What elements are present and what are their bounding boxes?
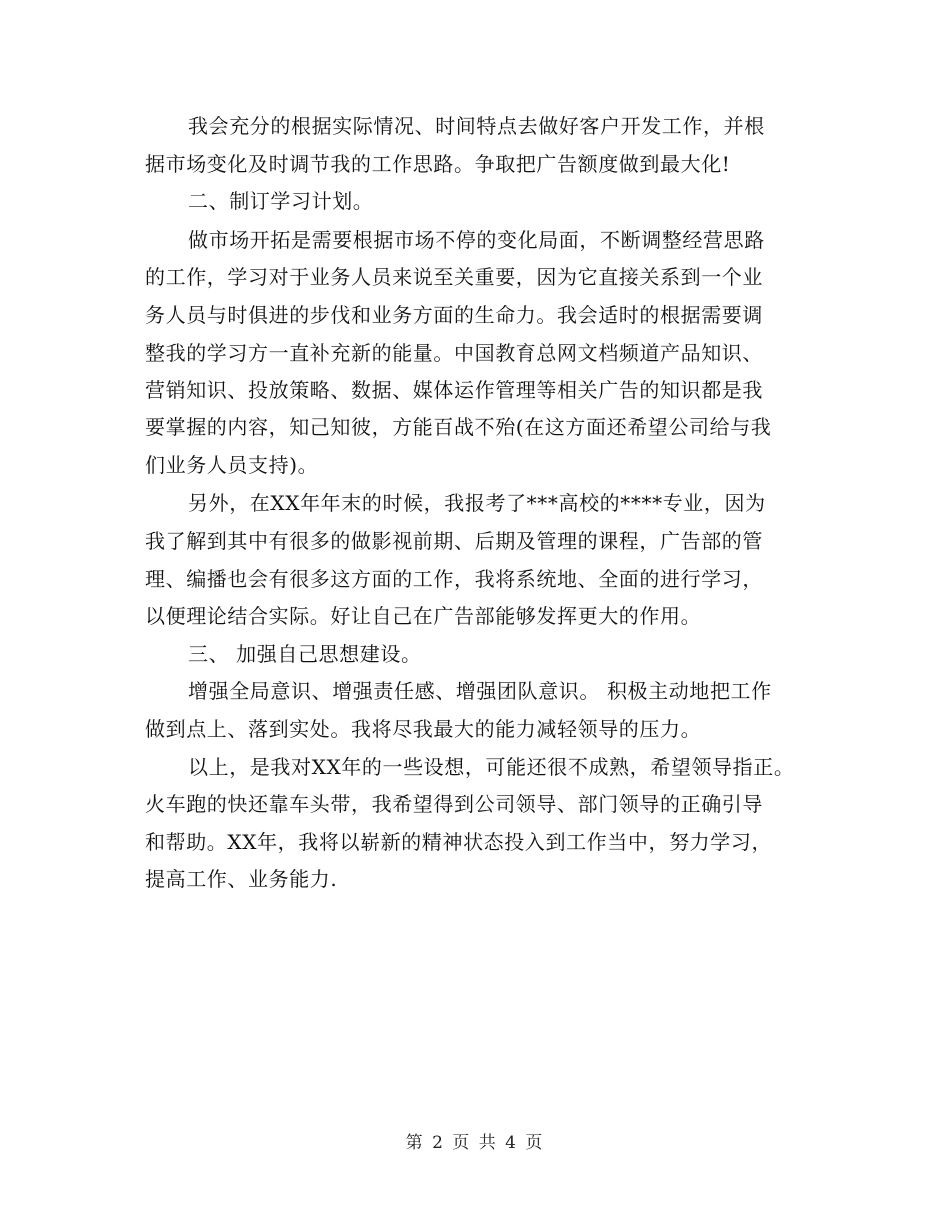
- paragraph-line: 营销知识、投放策略、数据、媒体运作管理等相关广告的知识都是我: [145, 378, 763, 402]
- paragraph-line: 我了解到其中有很多的做影视前期、后期及管理的课程，广告部的管: [145, 529, 763, 553]
- paragraph-line: 要掌握的内容，知己知彼，方能百战不殆(在这方面还希望公司给与我: [145, 415, 772, 439]
- paragraph-line: 们业务人员支持)。: [145, 453, 319, 477]
- paragraph-line: 据市场变化及时调节我的工作思路。争取把广告额度做到最大化!: [145, 152, 731, 176]
- paragraph-line: 以上，是我对XX年的一些设想，可能还很不成熟，希望领导指正。: [188, 755, 795, 779]
- paragraph-line: 提高工作、业务能力.: [145, 867, 338, 891]
- paragraph-line: 火车跑的快还靠车头带，我希望得到公司领导、部门领导的正确引导: [145, 792, 763, 816]
- paragraph-line: 我会充分的根据实际情况、时间特点去做好客户开发工作，并根: [188, 114, 765, 138]
- page-number-footer: 第 2 页 共 4 页: [405, 1133, 545, 1153]
- paragraph-line: 整我的学习方一直补充新的能量。中国教育总网文档频道产品知识、: [145, 341, 763, 365]
- paragraph-line: 另外，在XX年年末的时候，我报考了***高校的****专业，因为: [188, 491, 766, 515]
- paragraph-line: 和帮助。XX年，我将以崭新的精神状态投入到工作当中，努力学习，: [145, 830, 773, 854]
- paragraph-line: 做市场开拓是需要根据市场不停的变化局面，不断调整经营思路: [188, 228, 765, 252]
- paragraph-line: 以便理论结合实际。好让自己在广告部能够发挥更大的作用。: [145, 604, 702, 628]
- paragraph-line: 务人员与时俱进的步伐和业务方面的生命力。我会适时的根据需要调: [145, 303, 763, 327]
- paragraph-line: 理、编播也会有很多这方面的工作，我将系统地、全面的进行学习，: [145, 567, 763, 591]
- section-heading: 二、制订学习计划。: [188, 189, 374, 213]
- paragraph-line: 做到点上、落到实处。我将尽我最大的能力减轻领导的压力。: [145, 717, 702, 741]
- section-heading: 三、 加强自己思想建设。: [188, 642, 422, 666]
- paragraph-line: 的工作，学习对于业务人员来说至关重要，因为它直接关系到一个业: [145, 265, 763, 289]
- paragraph-line: 增强全局意识、增强责任感、增强团队意识。 积极主动地把工作: [188, 679, 772, 703]
